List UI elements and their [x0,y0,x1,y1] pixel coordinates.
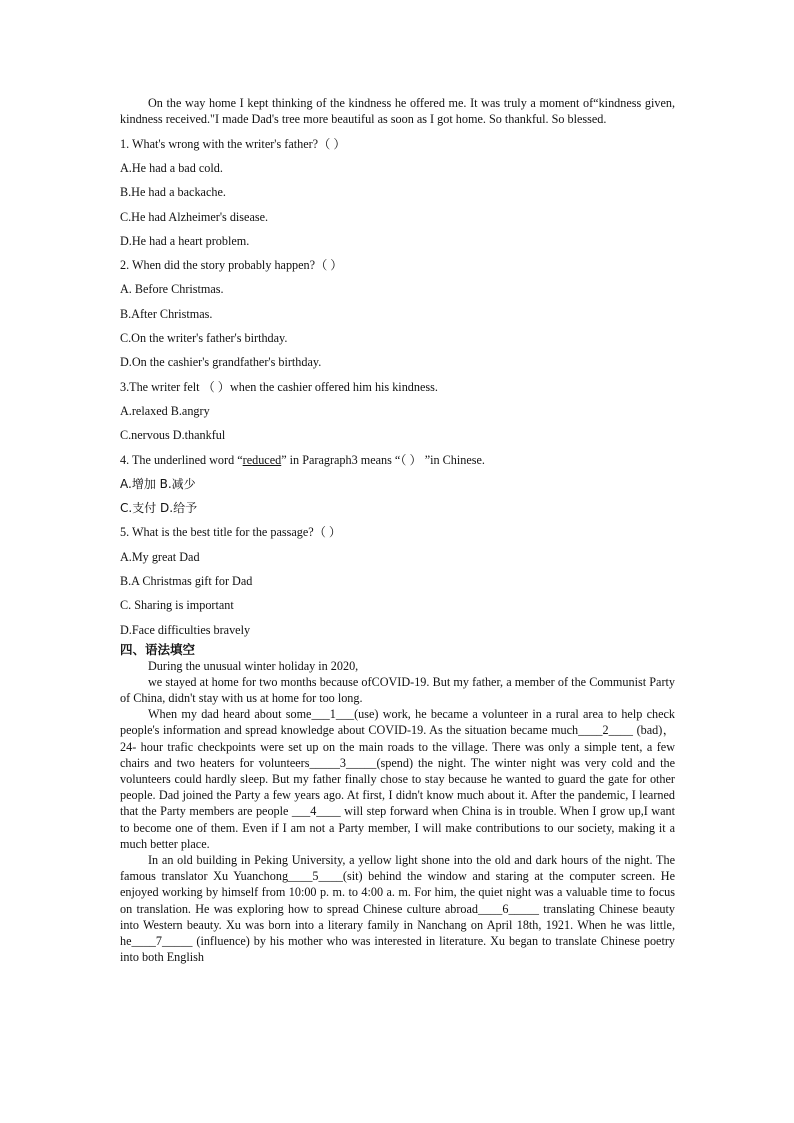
question-2-option-b: B.After Christmas. [120,306,213,321]
question-4-options-cd: C.支付 D.给予 [120,501,198,516]
question-1-option-d: D.He had a heart problem. [120,233,250,248]
question-5-stem: 5. What is the best title for the passage?（ ） [120,525,342,540]
question-4-stem-start: 4. The underlined word “ [120,452,243,467]
question-1-option-b: B.He had a backache. [120,185,226,200]
question-4-stem-end: ” in Paragraph3 means “（ ） ”in Chinese. [281,452,485,467]
question-2-option-c: C.On the writer's father's birthday. [120,331,288,346]
section-4-paragraph-1: During the unusual winter holiday in 2020, [148,658,359,673]
question-2-option-d: D.On the cashier's grandfather's birthday. [120,355,322,370]
question-1-option-a: A.He had a bad cold. [120,161,223,175]
question-2-stem: 2. When did the story probably happen?（ ） [120,258,343,273]
passage-closing-paragraph: On the way home I kept thinking of the kindness he offered me. It was truly a moment of“kindness given, kindness received."I made Dad's tree more beautiful as soon as I got home. So thankful. So blessed. [120,96,675,127]
question-4-stem [120,452,675,468]
question-3-stem: 3.The writer felt （ ）when the cashier offered him his kindness. [120,379,438,394]
question-3-options-ab: A.relaxed B.angry [120,403,210,418]
question-5-option-c: C. Sharing is important [120,598,234,613]
question-1-stem: 1. What's wrong with the writer's father?（ ） [120,136,346,151]
section-4-paragraph-2: we stayed at home for two months because ofCOVID-19. But my father, a member of the Communist Party of China, didn't stay with us at home for too long. [120,674,675,706]
section-4-paragraph-3: When my dad heard about some___1___(use) work, he became a volunteer in a rural area to help check people's information and spread knowledge about COVID-19. As the situation became much____2____ (bad)，24- hour trafic checkpoints were set up on the main roads to the village. There was only a simple tent, a few chairs and two heaters for volunteers_____3_____(spend) the night. The winter night was very cold and the volunteers could hardly sleep. But my father finally chose to stay because he wanted to guard the gate for other people. Dad joined the Party a few years ago. At first, I didn't know much about it. After the pandemic, I learned that the Party members are people ___4____ will step forward when China is in trouble. When I grow up,I want to become one of them. Even if I am not a Party member, I will make contributions to our society, making it a much better place. [120,707,675,851]
question-5-option-d: D.Face difficulties bravely [120,622,251,637]
section-4-paragraph-4: In an old building in Peking University, a yellow light shone into the old and dark hours of the night. The famous translator Xu Yuanchong____5____(sit) behind the window and staring at the computer screen. He enjoyed working by himself from 10:00 p. m. to 4:00 a. m. For him, the quiet night was a valuable time to focus on translation. He was exploring how to spread Chinese culture abroad____6_____ translating Chinese beauty into Western beauty. Xu was born into a literary family in Nanchang on April 18th, 1921. When he was little, he____7_____ (influence) by his mother who was interested in literature. Xu began to translate Chinese poetry into both English [120,853,675,965]
question-4-options-ab: A.增加 B.减少 [120,476,196,491]
document-body [120,95,675,966]
question-3-options-cd: C.nervous D.thankful [120,428,226,443]
question-2-option-a: A. Before Christmas. [120,282,224,297]
question-5-option-b: B.A Christmas gift for Dad [120,574,253,589]
section-heading: 四、语法填空 [120,641,196,657]
underlined-word: reduced [242,452,282,467]
question-5-option-a: A.My great Dad [120,549,200,564]
question-1-option-c: C.He had Alzheimer's disease. [120,209,269,224]
